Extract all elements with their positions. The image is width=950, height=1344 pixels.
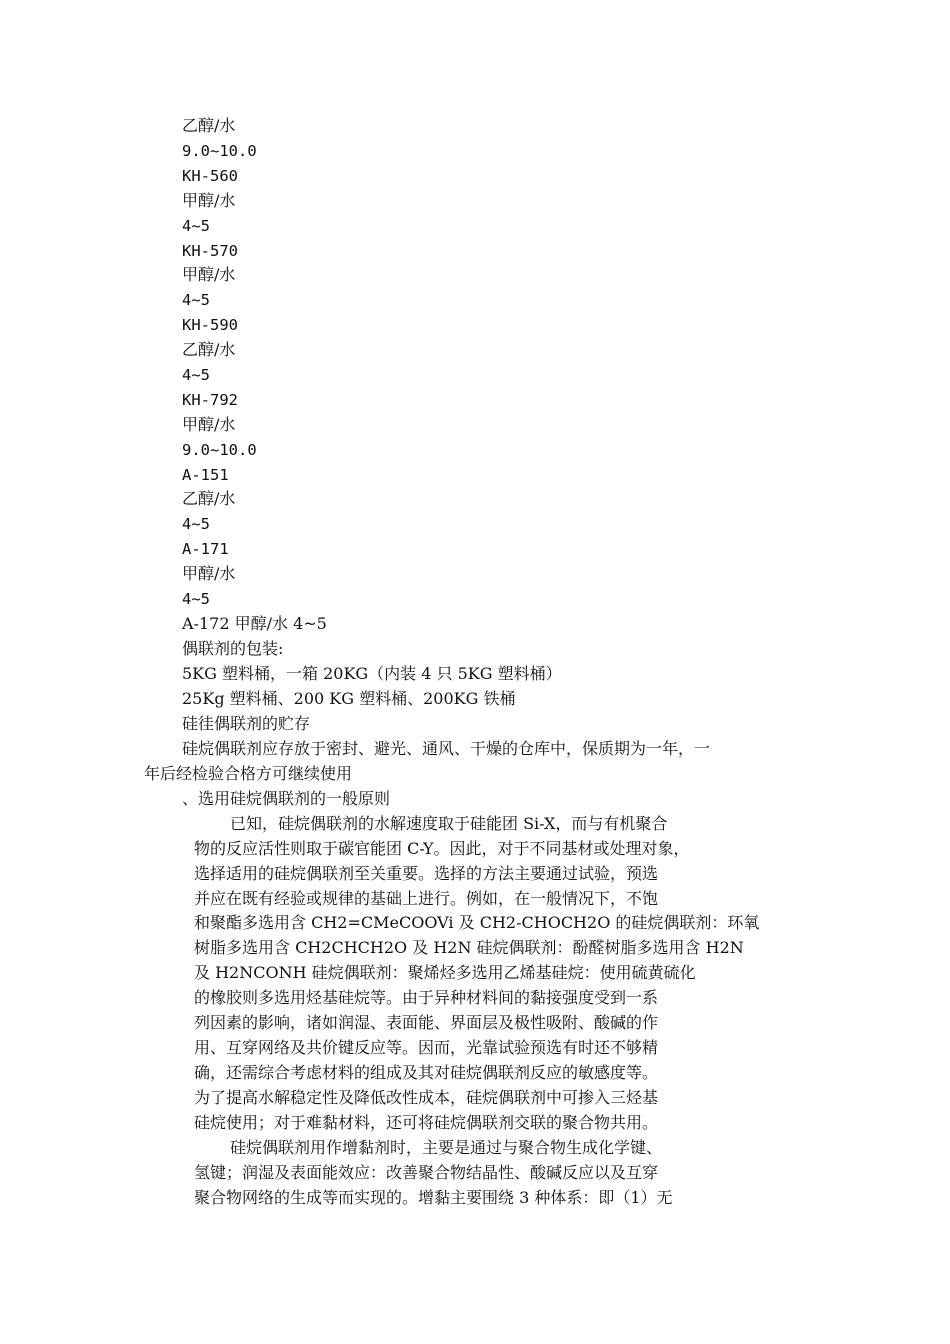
table-cell: 4~5: [182, 217, 210, 235]
storage-text: 年后经检验合格方可继续使用: [144, 764, 353, 783]
paragraph-line: 聚合物网络的生成等而实现的。增黏主要围绕 3 种体系：即（1）无: [194, 1188, 673, 1207]
storage-text: 硅烷偶联剂应存放于密封、避光、通风、干燥的仓库中，保质期为一年，一: [182, 739, 711, 758]
storage-heading: 硅徍偶联剂的贮存: [182, 714, 311, 733]
paragraph-line: 硅烷使用；对于难黏材料，还可将硅烷偶联剂交联的聚合物共用。: [194, 1113, 659, 1132]
table-cell: 甲醇/水: [182, 415, 236, 434]
table-cell: KH-792: [182, 391, 238, 409]
table-cell: 甲醇/水: [182, 265, 236, 284]
paragraph-line: 物的反应活性则取于碳官能团 C-Y。因此，对于不同基材或处理对象，: [194, 839, 690, 858]
packaging-line: 5KG 塑料桶，一箱 20KG（内装 4 只 5KG 塑料桶）: [182, 664, 562, 683]
paragraph-line: 树脂多选用含 CH2CHCH2O 及 H2N 硅烷偶联剂：酚醛树脂多选用含 H2N: [194, 938, 744, 957]
paragraph-line: 用、互穿网络及共价键反应等。因而，光靠试验预选有时还不够精: [194, 1038, 659, 1057]
packaging-line: 25Kg 塑料桶、200 KG 塑料桶、200KG 铁桶: [182, 689, 516, 708]
table-cell: 甲醇/水: [182, 191, 236, 210]
paragraph-line: 选择适用的硅烷偶联剂至关重要。选择的方法主要通过试验，预选: [194, 864, 659, 883]
paragraph-line: 的橡胶则多选用烃基硅烷等。由于异种材料间的黏接强度受到一系: [194, 988, 659, 1007]
table-cell: 甲醇/水: [182, 564, 236, 583]
table-cell: KH-590: [182, 316, 238, 334]
packaging-heading: 偶联剂的包装:: [182, 639, 284, 658]
paragraph-line: 已知，硅烷偶联剂的水解速度取于硅能团 Si-X，而与有机聚合: [230, 814, 668, 833]
paragraph-line: 为了提高水解稳定性及降低改性成本，硅烷偶联剂中可掺入三烃基: [194, 1088, 659, 1107]
table-cell: 乙醇/水: [182, 116, 236, 135]
section-heading: 、选用硅烷偶联剂的一般原则: [182, 789, 391, 808]
paragraph-line: 氢键；润湿及表面能效应：改善聚合物结晶性、酸碱反应以及互穿: [194, 1163, 659, 1182]
paragraph-line: 并应在既有经验或规律的基础上进行。例如，在一般情况下，不饱: [194, 889, 659, 908]
table-cell: A-171: [182, 540, 229, 558]
table-cell: A-172 甲醇/水 4~5: [182, 614, 327, 633]
table-cell: 9.0~10.0: [182, 142, 257, 160]
table-cell: 4~5: [182, 366, 210, 384]
table-cell: A-151: [182, 466, 229, 484]
paragraph-line: 列因素的影响，诸如润湿、表面能、界面层及极性吸附、酸碱的作: [194, 1013, 659, 1032]
paragraph-line: 及 H2NCONH 硅烷偶联剂：聚烯烃多选用乙烯基硅烷：使用硫黄硫化: [194, 963, 696, 982]
table-cell: 乙醇/水: [182, 489, 236, 508]
paragraph-line: 和聚酯多选用含 CH2=CMeCOOVi 及 CH2-CHOCH2O 的硅烷偶联剂：环氧: [194, 913, 760, 932]
table-cell: 9.0~10.0: [182, 441, 257, 459]
paragraph-line: 硅烷偶联剂用作增黏剂时，主要是通过与聚合物生成化学键、: [230, 1138, 663, 1157]
table-cell: KH-560: [182, 167, 238, 185]
table-cell: 4~5: [182, 515, 210, 533]
table-cell: KH-570: [182, 242, 238, 260]
table-cell: 4~5: [182, 291, 210, 309]
table-cell: 乙醇/水: [182, 340, 236, 359]
table-cell: 4~5: [182, 590, 210, 608]
paragraph-line: 确，还需综合考虑材料的组成及其对硅烷偶联剂反应的敏感度等。: [194, 1063, 659, 1082]
